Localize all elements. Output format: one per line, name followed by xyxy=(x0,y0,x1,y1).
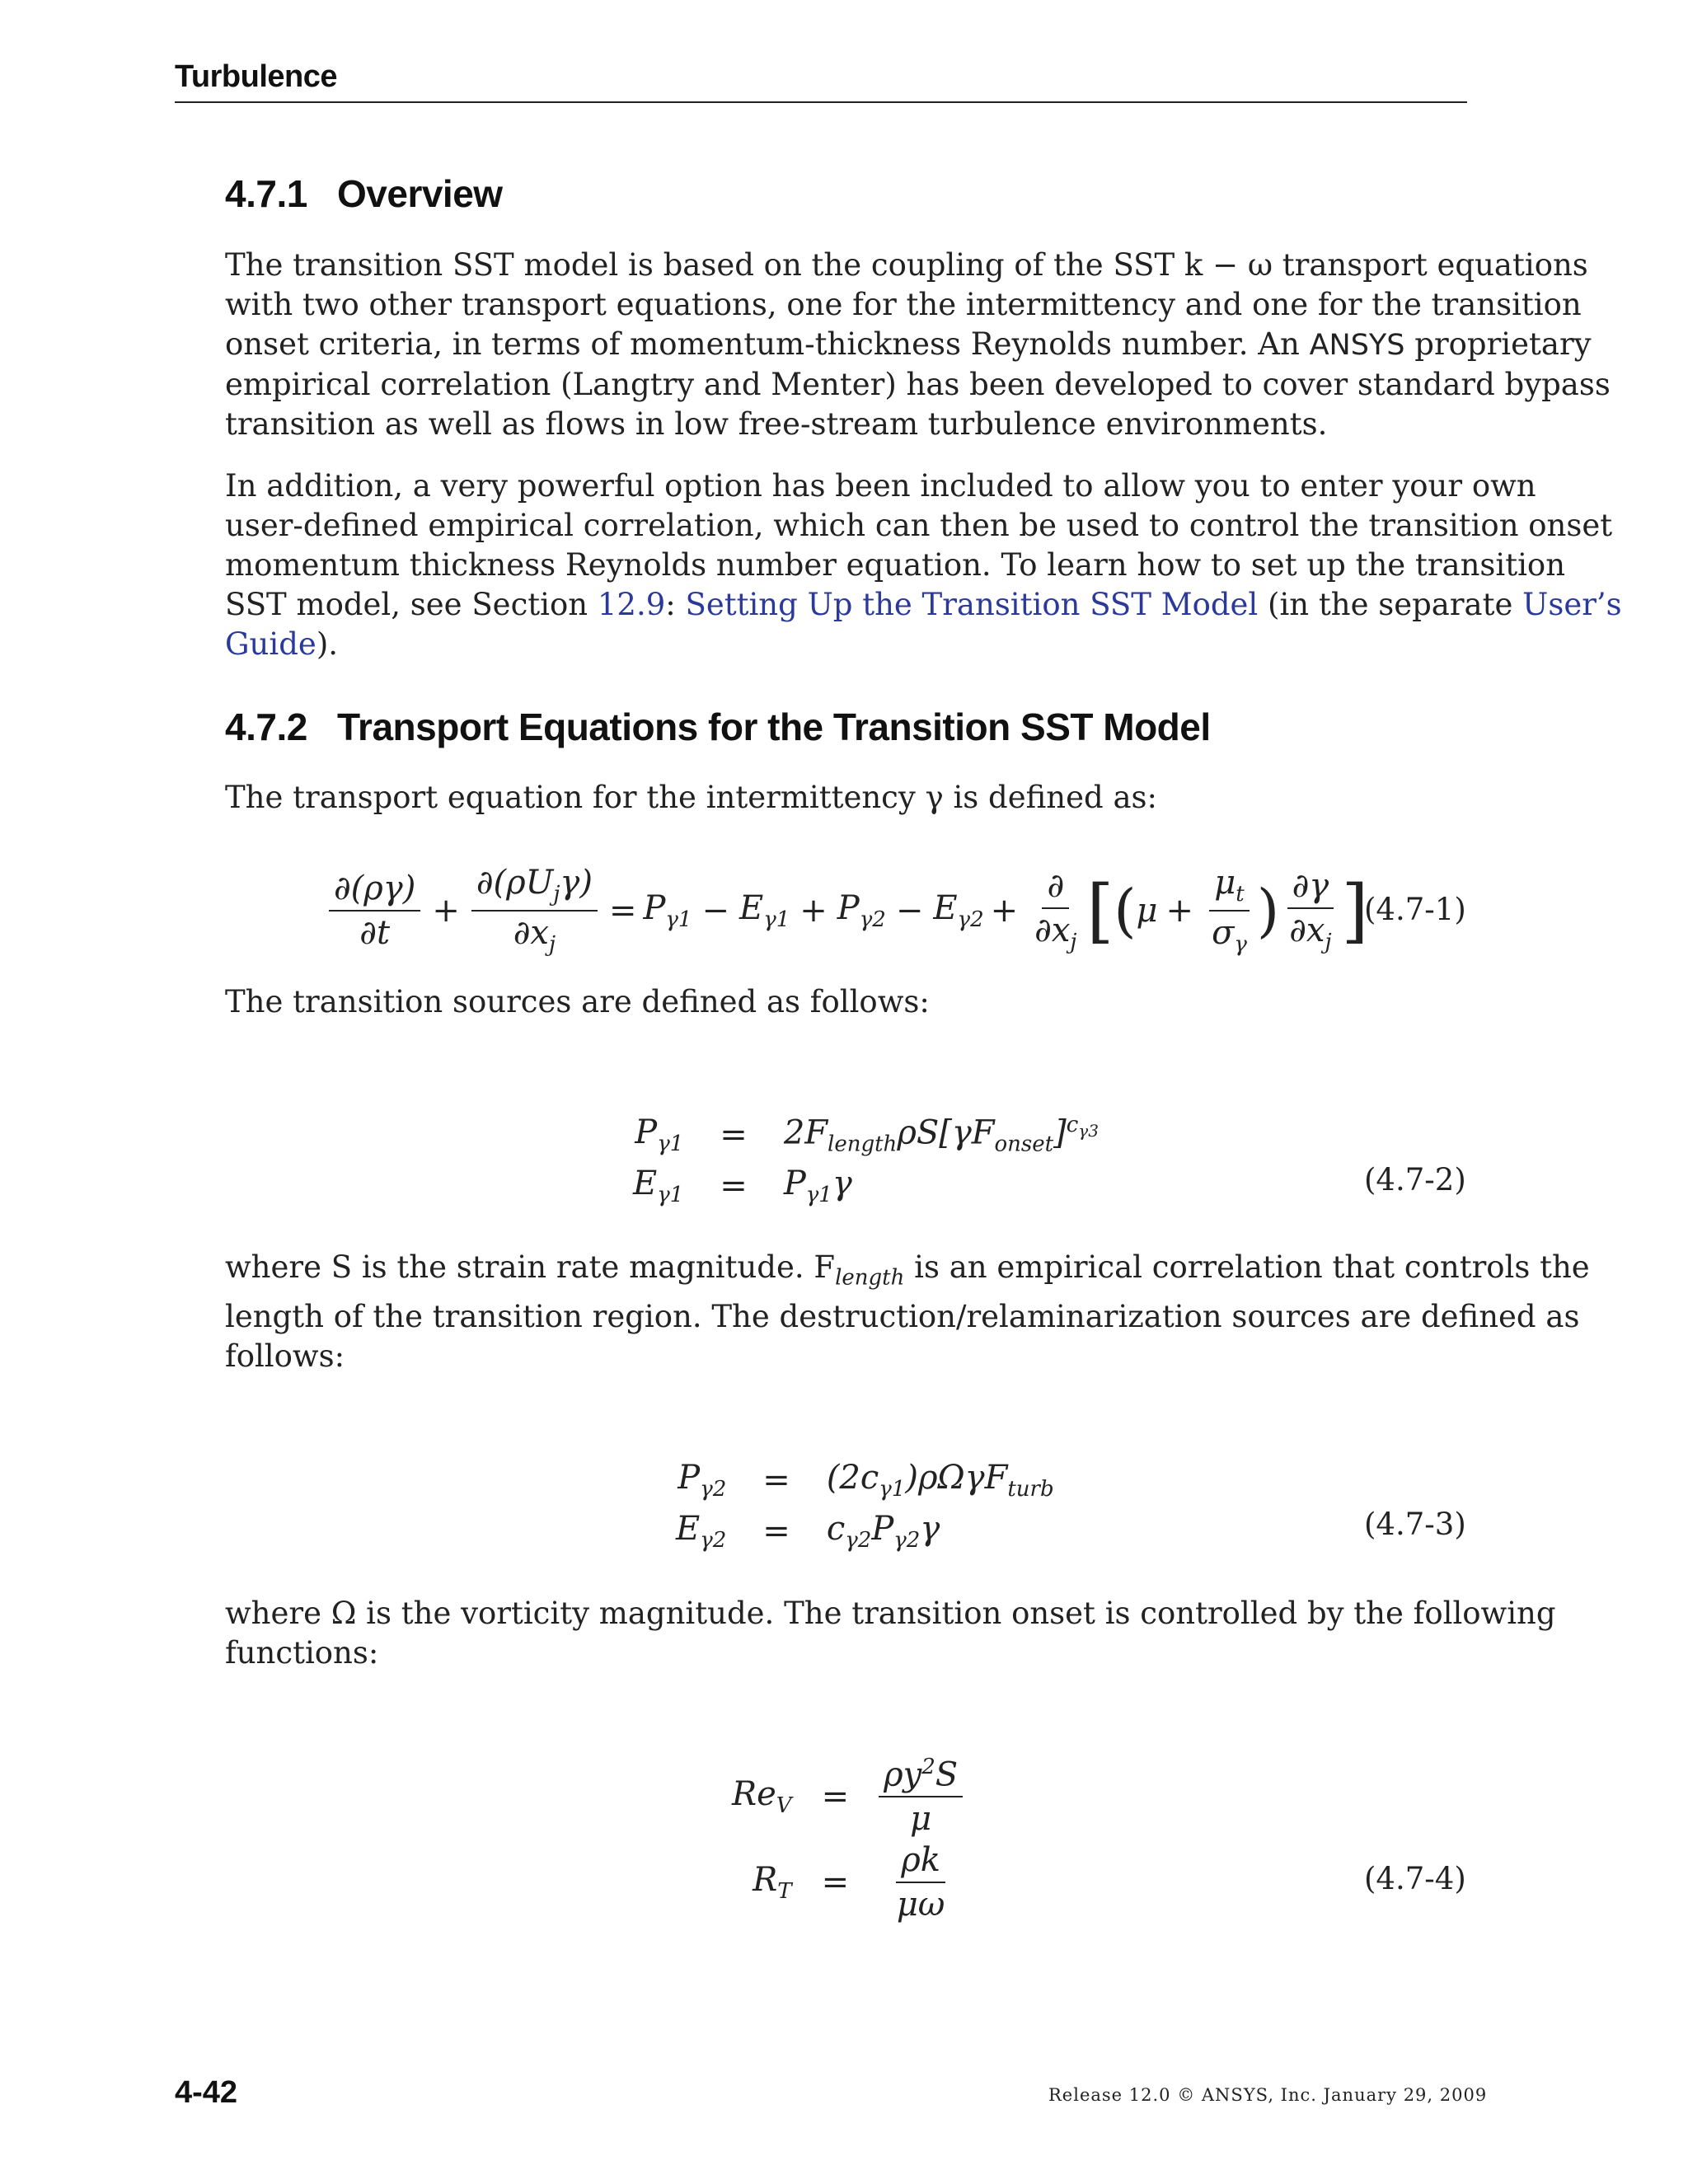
text-line: In addition, a very powerful option has been included to allow you to enter your own xyxy=(225,468,1536,504)
users-guide-link[interactable]: User’s xyxy=(1522,587,1622,622)
section-number: 4.7.1 xyxy=(225,172,307,215)
text-line: momentum thickness Reynolds number equation. To learn how to set up the transition xyxy=(225,547,1566,583)
text-segment: ). xyxy=(316,626,339,662)
overview-paragraph-1 xyxy=(225,246,1611,444)
section-number: 4.7.2 xyxy=(225,705,307,748)
text-segment: SST model, see Section xyxy=(225,587,598,622)
equation-4-7-1: $\frac{\partial(\rho\gamma)}{\partial t}$ + $\frac{\partial(\rho U_j\gamma)}{\partial x_j}$ = $P_{\gamma 1}$ − $E_{\gamma 1}$ + $P_{\gamma 2}$ − $E_{\gamma 2}$ + $\frac{\partial}{\partial x_j}$ [ ( μ + $\frac{\mu_t}{\sigma_\gamma}$ ) $\frac{\partial\gamma}{\partial x_j}$ ] xyxy=(324,857,1368,964)
text-line xyxy=(225,325,1592,365)
ansys-wordmark: ANSYS xyxy=(1309,329,1405,362)
equation-4-7-2: $P_{\gamma 1}$ = $2F_{length}\rho S[\gamma F_{onset}]^{c_{\gamma 3}}$ $E_{\gamma 1}$ = $P_{\gamma 1}\gamma$ xyxy=(633,1113,1099,1208)
equation-number: (4.7-1) xyxy=(1364,892,1466,927)
section-title: Transport Equations for the Transition SST Model xyxy=(337,705,1211,748)
text-line: follows: xyxy=(225,1338,345,1375)
sources-intro xyxy=(225,982,1467,1022)
text-line: user-defined empirical correlation, which can then be used to control the transition onset xyxy=(225,508,1613,543)
page-number: 4-42 xyxy=(175,2075,238,2110)
fraction: $\frac{\partial}{\partial x_j}$ xyxy=(1034,866,1077,954)
section-heading-transport xyxy=(225,705,1211,749)
text-segment: : xyxy=(665,587,686,622)
equation-4-7-4: $Re_V$ = $\frac{\rho y^2S}{\mu}$ $R_T$ = $\frac{\rho k}{\mu\omega}$ xyxy=(732,1755,963,1923)
where-strain-paragraph xyxy=(225,1248,1590,1376)
text-line: The transport equation for the intermittency γ is defined as: xyxy=(225,780,1157,815)
text-line: empirical correlation (Langtry and Menter) has been developed to cover standard bypass xyxy=(225,367,1611,402)
equation-4-7-3: $P_{\gamma 2}$ = $(2c_{\gamma 1})\rho\Omega\gamma F_{turb}$ $E_{\gamma 2}$ = $c_{\gamma 2}P_{\gamma 2}\gamma$ xyxy=(676,1459,1054,1553)
text-line: where Ω is the vorticity magnitude. The transition onset is controlled by the following xyxy=(225,1596,1556,1631)
equation-number: (4.7-2) xyxy=(1364,1162,1466,1197)
header-rule xyxy=(175,101,1467,103)
where-vorticity-paragraph xyxy=(225,1594,1556,1673)
users-guide-link-cont[interactable]: Guide xyxy=(225,626,316,662)
release-footer: Release 12.0 © ANSYS, Inc. January 29, 2009 xyxy=(1048,2085,1488,2105)
section-title-link[interactable]: Setting Up the Transition SST Model xyxy=(685,587,1259,622)
equation-number: (4.7-4) xyxy=(1364,1861,1466,1896)
text-segment: is an empirical correlation that controls the xyxy=(904,1249,1590,1285)
fraction: $\frac{\partial\gamma}{\partial x_j}$ xyxy=(1284,868,1336,954)
fraction: $\frac{\partial(\rho\gamma)}{\partial t}$ xyxy=(329,870,420,951)
text-line: functions: xyxy=(225,1635,379,1671)
fraction: $\frac{\mu_t}{\sigma_\gamma}$ xyxy=(1207,865,1252,956)
fraction: $\frac{\rho y^2S}{\mu}$ xyxy=(879,1755,963,1837)
fraction: $\frac{\partial(\rho U_j\gamma)}{\partial x_j}$ xyxy=(471,865,598,956)
text-line xyxy=(225,625,1467,664)
text-segment: (in the separate xyxy=(1258,587,1523,622)
fraction: $\frac{\rho k}{\mu\omega}$ xyxy=(896,1841,945,1924)
text-line xyxy=(225,585,1622,625)
subscript: length xyxy=(835,1265,905,1291)
text-line: length of the transition region. The destruction/relaminarization sources are defined as xyxy=(225,1299,1580,1335)
overview-paragraph-2 xyxy=(225,466,1622,664)
text-segment: proprietary xyxy=(1404,326,1592,362)
section-heading-overview xyxy=(225,171,503,216)
section-ref-link[interactable]: 12.9 xyxy=(597,587,666,622)
text-line xyxy=(225,1248,1590,1297)
section-title: Overview xyxy=(337,172,503,215)
text-line: The transition SST model is based on the coupling of the SST k − ω transport equations xyxy=(225,247,1588,283)
text-line: with two other transport equations, one for the intermittency and one for the transition xyxy=(225,287,1582,322)
text-segment: where S is the strain rate magnitude. F xyxy=(225,1249,836,1285)
equation-number: (4.7-3) xyxy=(1364,1507,1466,1542)
text-line: transition as well as flows in low free-stream turbulence environments. xyxy=(225,406,1328,442)
text-line: The transition sources are defined as follows: xyxy=(225,984,930,1019)
transport-intro xyxy=(225,778,1467,818)
text-segment: onset criteria, in terms of momentum-thickness Reynolds number. An xyxy=(225,326,1310,362)
running-header: Turbulence xyxy=(175,59,337,94)
